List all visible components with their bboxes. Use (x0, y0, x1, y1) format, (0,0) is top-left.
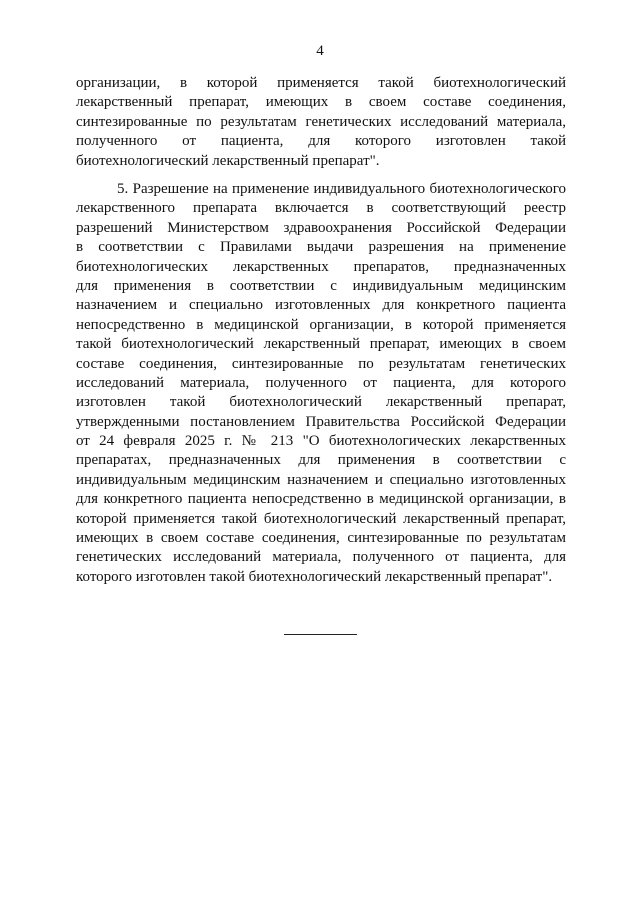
text-line: назначением и специально изготовленных для конкретного пациента (76, 297, 566, 314)
text-line: полученного от пациента, для которого изготовлен такой (76, 133, 566, 150)
text-line: синтезированные по результатам генетических исследований материала, (76, 113, 566, 130)
text-line: которого изготовлен такой биотехнологический лекарственный препарат". (76, 568, 553, 585)
paragraph-5 (76, 180, 566, 587)
text-line: изготовлен такой биотехнологический лекарственный препарат, (76, 394, 566, 411)
page-number: 4 (316, 43, 324, 59)
text-line: исследований материала, полученного от пациента, для которого (76, 374, 566, 391)
text-line: составе соединения, синтезированные по результатам генетических (76, 355, 566, 372)
text-line: биотехнологических лекарственных препаратов, предназначенных (76, 258, 566, 275)
text-line: для применения в соответствии с индивидуальным медицинским (76, 277, 566, 294)
text-line: лекарственного препарата включается в соответствующий реестр (76, 200, 566, 217)
text-line: имеющих в своем составе соединения, синтезированные по результатам (76, 530, 566, 547)
text-line: такой биотехнологический лекарственный препарат, имеющих в своем (76, 336, 566, 353)
text-line: которой применяется такой биотехнологический лекарственный препарат, (76, 510, 566, 527)
text-line: лекарственный препарат, имеющих в своем составе соединения, (76, 94, 566, 111)
text-line: непосредственно в медицинской организации, в которой применяется (76, 316, 566, 333)
text-line: препаратах, предназначенных для применения в соответствии с (76, 452, 566, 469)
text-line: 5. Разрешение на применение индивидуального биотехнологического (117, 181, 566, 197)
text-line: для конкретного пациента непосредственно в медицинской организации, в (76, 491, 566, 508)
end-separator-line (284, 634, 357, 635)
text-line: разрешений Министерством здравоохранения Российской Федерации (76, 219, 566, 236)
text-line: генетических исследований материала, полученного от пациента, для (76, 549, 566, 566)
text-line: утвержденными постановлением Правительства Российской Федерации (76, 413, 566, 430)
text-line: от 24 февраля 2025 г. № 213 "О биотехнологических лекарственных (76, 433, 566, 450)
text-line: биотехнологический лекарственный препарат". (76, 152, 380, 169)
text-line: организации, в которой применяется такой биотехнологический (76, 75, 566, 91)
text-line: индивидуальным медицинским назначением и специально изготовленных (76, 471, 566, 488)
text-line: в соответствии с Правилами выдачи разрешения на применение (76, 239, 566, 256)
paragraph-continuation (76, 74, 566, 171)
